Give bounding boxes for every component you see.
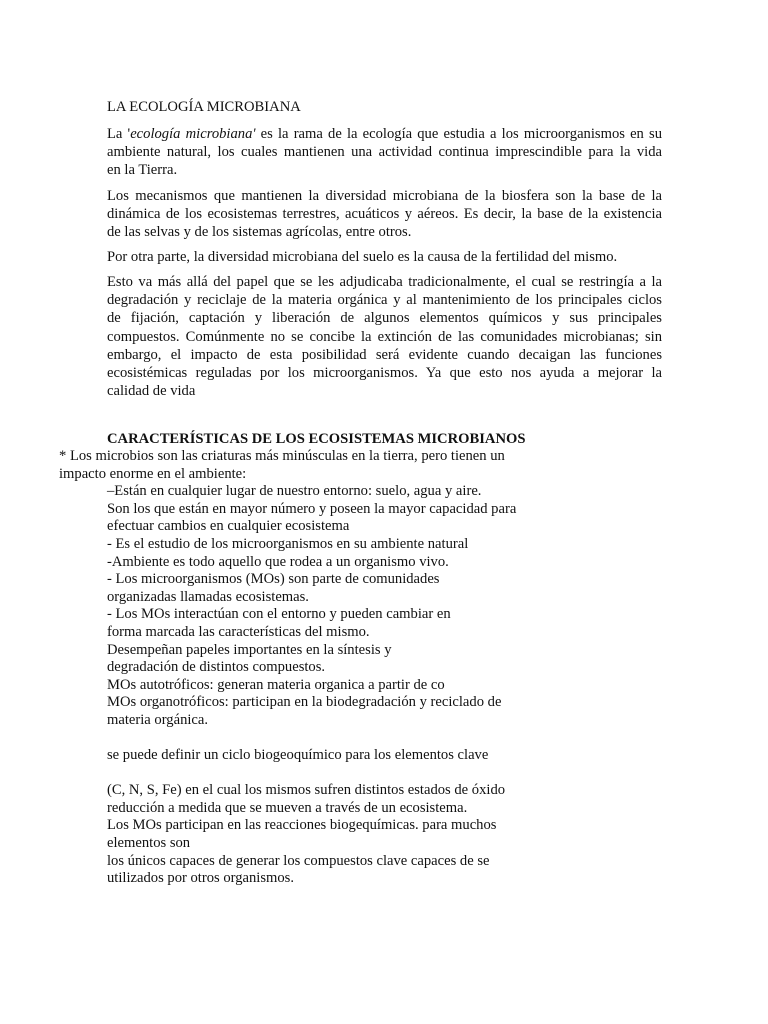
list-line: forma marcada las características del mismo. [107,623,370,640]
list-line: los únicos capaces de generar los compuestos clave capaces de se [107,852,490,869]
paragraph-line: Por otra parte, la diversidad microbiana del suelo es la causa de la fertilidad del mismo. [107,249,618,265]
list-line: Desempeñan papeles importantes en la síntesis y [107,641,392,658]
paragraph-role [107,273,662,400]
list-line: MOs organotróficos: participan en la biodegradación y reciclado de [107,694,502,711]
paragraph-line: Esto va más allá del papel que se les adjudicaba tradicionalmente, el cual se restringía a la [107,274,662,290]
list-line: Los MOs participan en las reacciones biogequímicas. para muchos [107,817,497,834]
list-line: -Ambiente es todo aquello que rodea a un organismo vivo. [107,553,449,570]
paragraph-intro [107,125,662,180]
list-line: reducción a medida que se mueven a través de un ecosistema. [107,799,468,816]
list-line: - Es el estudio de los microorganismos en su ambiente natural [107,535,469,552]
paragraph-line: degradación y reciclaje de la materia orgánica y al mantenimiento de los principales ciclos [107,292,662,309]
paragraph-line: compuestos. Comúnmente no se concibe la extinción de las comunidades microbianas; sin [107,328,662,345]
document-title: LA ECOLOGÍA MICROBIANA [107,99,301,115]
list-line: MOs autotróficos: generan materia organica a partir de co [107,676,445,693]
italic-term: ecología microbiana' [130,126,256,142]
paragraph-line: ecosistémicas reguladas por los microorganismos. Ya que esto nos ayuda a mejorar la [107,365,662,382]
paragraph-line: de fijación, captación y liberación de algunos elementos químicos y sus principales [107,310,662,327]
blank-line [59,765,579,783]
section-title: CARACTERÍSTICAS DE LOS ECOSISTEMAS MICROBIANOS [107,431,526,447]
list-line: (C, N, S, Fe) en el cual los mismos sufren distintos estados de óxido [107,782,506,799]
list-line: organizadas llamadas ecosistemas. [107,588,309,605]
blank-line [59,730,579,748]
paragraph-line: embargo, el impacto de esta posibilidad será evidente cuando decaigan las funciones [107,346,662,363]
characteristics-list [59,448,579,888]
list-line: degradación de distintos compuestos. [107,659,326,676]
paragraph-line: calidad de vida [107,383,196,400]
list-line: se puede definir un ciclo biogeoquímico para los elementos clave [107,747,489,764]
list-line: efectuar cambios en cualquier ecosistema [107,518,350,535]
paragraph-line: Los mecanismos que mantienen la diversidad microbiana de la biosfera son la base de la [107,188,662,204]
list-line: * Los microbios son las criaturas más minúsculas en la tierra, pero tienen un [59,448,505,464]
list-line: utilizados por otros organismos. [107,870,295,887]
list-line: impacto enorme en el ambiente: [59,465,247,482]
text-fragment: es la rama de la ecología que estudia a los microorganismos en su [255,126,662,142]
text-fragment: La ' [107,126,131,142]
paragraph-line [107,125,662,143]
list-line: –Están en cualquier lugar de nuestro entorno: suelo, agua y aire. [107,483,482,500]
paragraph-soil [107,248,662,266]
paragraph-mechanisms [107,187,662,242]
list-line: materia orgánica. [107,711,209,728]
list-line: - Los microorganismos (MOs) son parte de comunidades [107,571,440,588]
paragraph-line: ambiente natural, los cuales mantienen una actividad continua imprescindible para la vida [107,144,662,161]
paragraph-line: en la Tierra. [107,162,178,179]
paragraph-line: dinámica de los ecosistemas terrestres, acuáticos y aéreos. Es decir, la base de la existencia [107,206,662,223]
list-line: elementos son [107,835,191,852]
list-line: - Los MOs interactúan con el entorno y pueden cambiar en [107,606,451,623]
list-line: Son los que están en mayor número y poseen la mayor capacidad para [107,500,517,517]
paragraph-line: de las selvas y de los sistemas agrícolas, entre otros. [107,224,412,241]
